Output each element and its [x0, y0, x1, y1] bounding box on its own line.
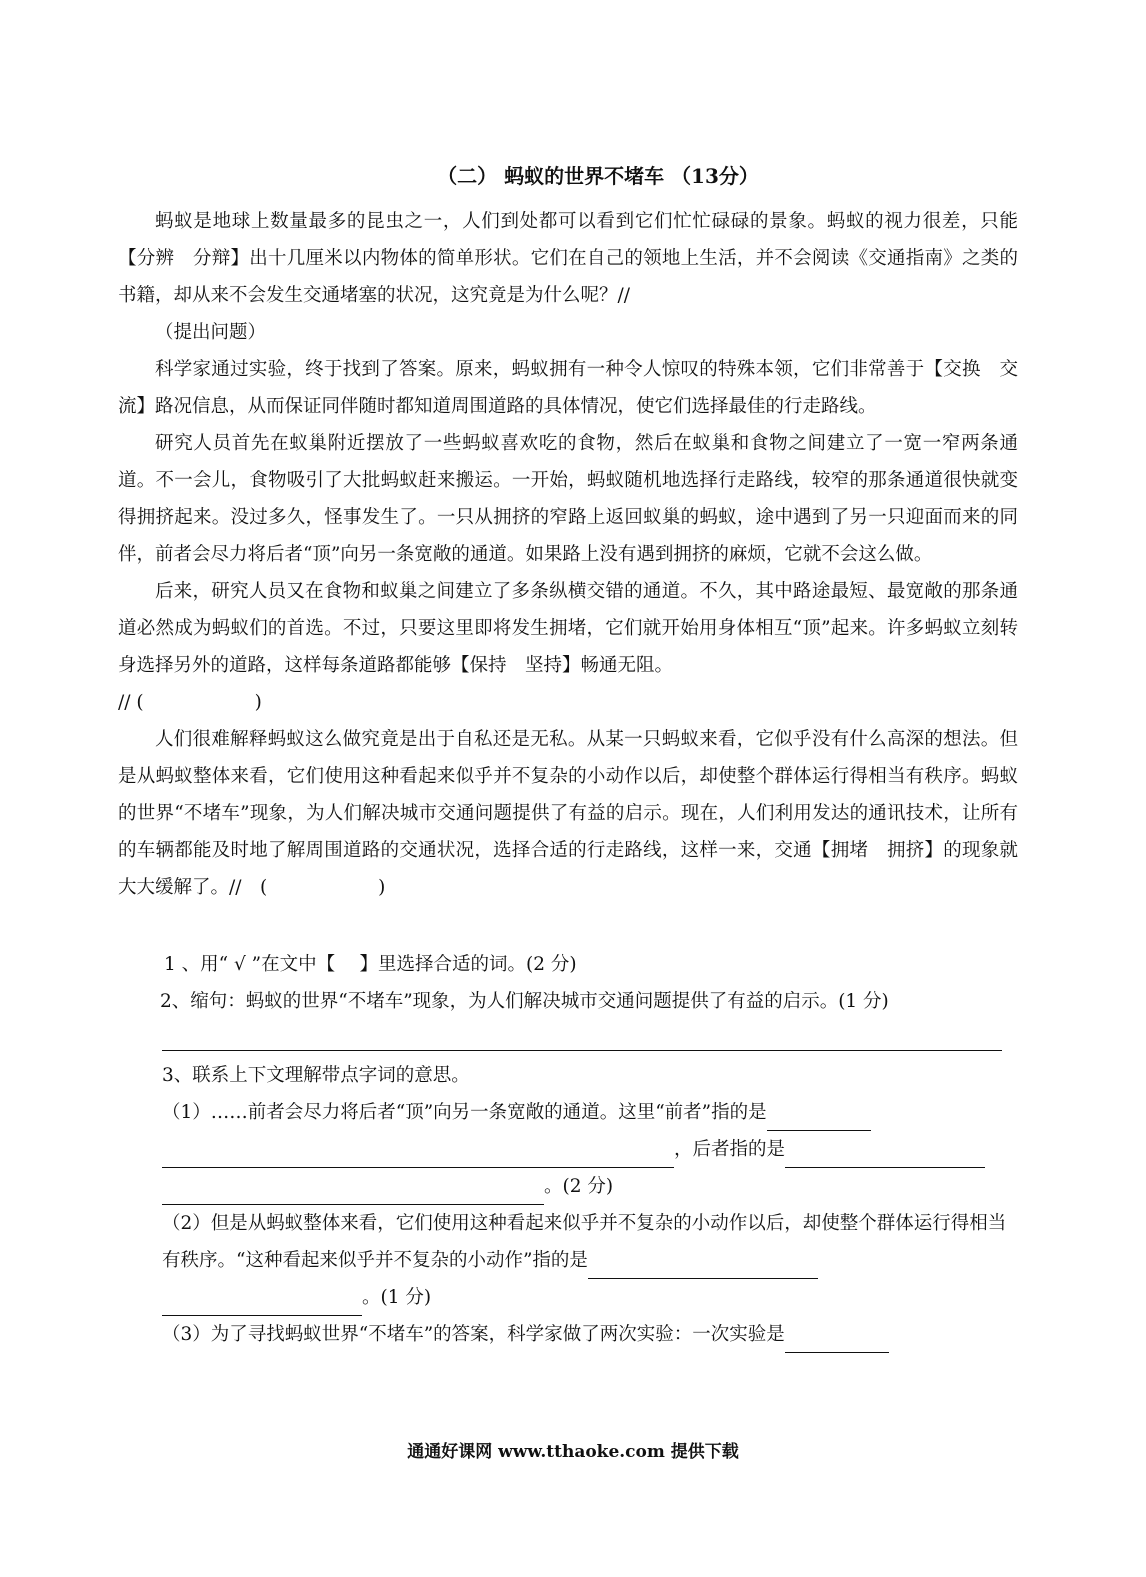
question-3-1-line3 [118, 1168, 1018, 1205]
passage-answer-slot: // ( ) [118, 692, 262, 713]
passage-label-raise-question: （提出问题） [155, 322, 267, 343]
answer-blank-3-1-b[interactable] [162, 1141, 674, 1168]
answer-blank-3-1-a[interactable] [767, 1104, 871, 1131]
question-3-3 [118, 1316, 1018, 1353]
passage-paragraph-2: 科学家通过实验，终于找到了答案。原来，蚂蚁拥有一种令人惊叹的特殊本领，它们非常善于【交换 交流】路况信息，从而保证同伴随时都知道周围道路的具体情况，使它们选择最佳的行走路线。 [118, 359, 1018, 417]
question-3-1-score: 。(2 分) [544, 1176, 614, 1197]
answer-line-q2[interactable] [162, 1020, 1002, 1051]
answer-blank-3-1-d[interactable] [162, 1178, 544, 1205]
answer-blank-3-1-c[interactable] [785, 1141, 985, 1168]
question-3-1 [118, 1094, 1018, 1131]
question-3: 3、联系上下文理解带点字词的意思。 [162, 1065, 470, 1086]
section-title: （二） 蚂蚁的世界不堵车 （13分） [437, 164, 759, 188]
question-3-2-line2 [118, 1279, 1018, 1316]
answer-blank-3-2-a[interactable] [588, 1252, 818, 1279]
question-1: 1 、用“ √ ”在文中【 】里选择合适的词。(2 分) [164, 954, 577, 975]
passage-paragraph-3: 研究人员首先在蚁巢附近摆放了一些蚂蚁喜欢吃的食物，然后在蚁巢和食物之间建立了一宽一窄两条通道。不一会儿，食物吸引了大批蚂蚁赶来搬运。一开始，蚂蚁随机地选择行走路线，较窄的那条通道很快就变得拥挤起来。没过多久，怪事发生了。一只从拥挤的窄路上返回蚁巢的蚂蚁，途中遇到了另一只迎面而来的同伴，前者会尽力将后者“顶”向另一条宽敞的通道。如果路上没有遇到拥挤的麻烦，它就不会这么做。 [118, 433, 1018, 565]
question-3-2-text: （2）但是从蚂蚁整体来看，它们使用这种看起来似乎并不复杂的小动作以后，却使整个群体运行得相当有秩序。“这种看起来似乎并不复杂的小动作”指的是 [162, 1213, 1007, 1271]
question-2: 2、缩句：蚂蚁的世界“不堵车”现象，为人们解决城市交通问题提供了有益的启示。(1 分) [160, 991, 889, 1012]
passage-paragraph-1: 蚂蚁是地球上数量最多的昆虫之一，人们到处都可以看到它们忙忙碌碌的景象。蚂蚁的视力很差，只能【分辨 分辩】出十几厘米以内物体的简单形状。它们在自己的领地上生活，并不会阅读《交通指南》之类的书籍，却从来不会发生交通堵塞的状况，这究竟是为什么呢？// [118, 211, 1018, 306]
answer-blank-3-3-a[interactable] [785, 1326, 889, 1353]
passage-paragraph-5: 人们很难解释蚂蚁这么做究竟是出于自私还是无私。从某一只蚂蚁来看，它似乎没有什么高深的想法。但是从蚂蚁整体来看，它们使用这种看起来似乎并不复杂的小动作以后，却使整个群体运行得相当有秩序。蚂蚁的世界“不堵车”现象，为人们解决城市交通问题提供了有益的启示。现在，人们利用发达的通讯技术，让所有的车辆都能及时地了解周围道路的交通状况，选择合适的行走路线，这样一来，交通【拥堵 拥挤】的现象就大大缓解了。// ( ) [118, 729, 1018, 898]
passage-paragraph-4: 后来，研究人员又在食物和蚁巢之间建立了多条纵横交错的通道。不久，其中路途最短、最宽敞的那条通道必然成为蚂蚁们的首选。不过，只要这里即将发生拥堵，它们就开始用身体相互“顶”起来。许多蚂蚁立刻转身选择另外的道路，这样每条道路都能够【保持 坚持】畅通无阻。 [118, 581, 1018, 676]
question-3-2-score: 。(1 分) [362, 1287, 432, 1308]
question-3-1-text: （1）……前者会尽力将后者“顶”向另一条宽敞的通道。这里“前者”指的是 [162, 1102, 767, 1123]
question-3-2 [118, 1205, 1018, 1279]
questions-section [118, 946, 1018, 1353]
answer-blank-3-2-b[interactable] [162, 1289, 362, 1316]
question-3-1-line2 [118, 1131, 1018, 1168]
footer-watermark: 通通好课网 www.tthaoke.com 提供下载 [407, 1442, 739, 1462]
question-3-3-text: （3）为了寻找蚂蚁世界“不堵车”的答案，科学家做了两次实验：一次实验是 [162, 1324, 785, 1345]
worksheet-page [118, 150, 1018, 1353]
question-3-1-latter: ，后者指的是 [674, 1139, 786, 1160]
